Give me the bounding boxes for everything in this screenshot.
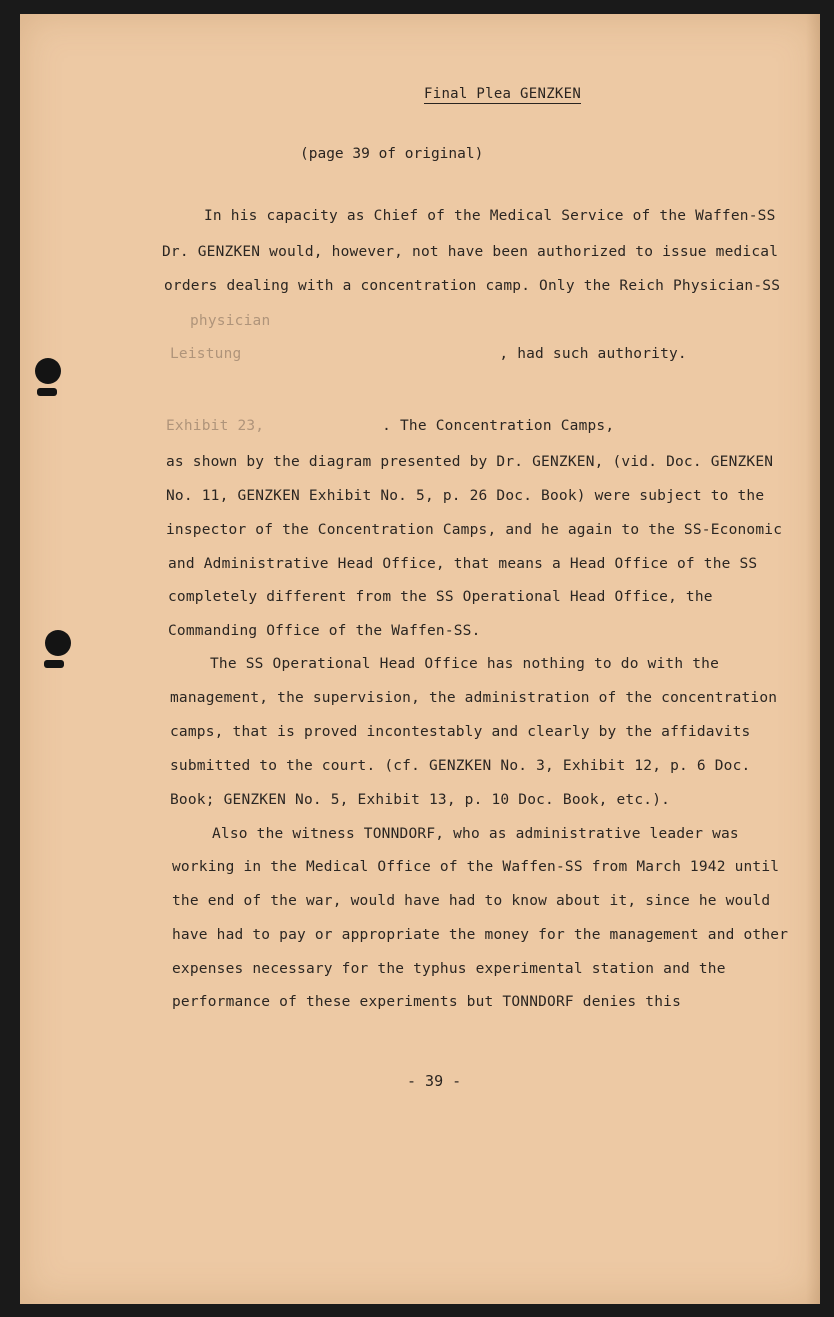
text-line: submitted to the court. (cf. GENZKEN No. 3, Exhibit 12, p. 6 Doc. [170, 758, 751, 774]
page-reference: (page 39 of original) [300, 146, 484, 162]
faded-text-line [190, 313, 270, 329]
faded-fragment: Leistung [170, 346, 242, 362]
text-line: No. 11, GENZKEN Exhibit No. 5, p. 26 Doc. Book) were subject to the [166, 488, 765, 504]
punch-hole-bottom-mark [44, 660, 64, 668]
punch-hole-top-mark [37, 388, 57, 396]
faded-fragment: Exhibit 23, [166, 418, 265, 434]
punch-hole-bottom [45, 630, 71, 656]
text-line: performance of these experiments but TONNDORF denies this [172, 994, 681, 1010]
faded-fragment: physician [190, 313, 271, 329]
text-line: have had to pay or appropriate the money for the management and other [172, 927, 789, 943]
text-line: Also the witness TONNDORF, who as administrative leader was [212, 826, 739, 842]
text-line: completely different from the SS Operational Head Office, the [168, 589, 713, 605]
text-line: In his capacity as Chief of the Medical Service of the Waffen-SS [204, 208, 776, 224]
text-line: Book; GENZKEN No. 5, Exhibit 13, p. 10 Doc. Book, etc.). [170, 792, 671, 808]
text-line-partial [166, 418, 614, 434]
text-line: Dr. GENZKEN would, however, not have been authorized to issue medical [162, 244, 779, 260]
text-line: orders dealing with a concentration camp. Only the Reich Physician-SS [164, 278, 781, 294]
text-line: and Administrative Head Office, that means a Head Office of the SS [168, 556, 758, 572]
text-line: Commanding Office of the Waffen-SS. [168, 623, 481, 639]
faded-text-line [166, 383, 175, 399]
text-line: working in the Medical Office of the Waffen-SS from March 1942 until [172, 859, 780, 875]
text-line: expenses necessary for the typhus experimental station and the [172, 961, 726, 977]
text-line: the end of the war, would have had to know about it, since he would [172, 893, 771, 909]
text-line: camps, that is proved incontestably and clearly by the affidavits [170, 724, 751, 740]
document-header: Final Plea GENZKEN [424, 86, 582, 102]
text-line-partial [170, 346, 687, 362]
text-line: as shown by the diagram presented by Dr. GENZKEN, (vid. Doc. GENZKEN [166, 454, 774, 470]
text-line: management, the supervision, the administration of the concentration [170, 690, 778, 706]
text-fragment: , had such authority. [499, 346, 687, 362]
text-line: The SS Operational Head Office has nothing to do with the [210, 656, 719, 672]
text-fragment: . The Concentration Camps, [382, 418, 615, 434]
text-line: inspector of the Concentration Camps, and he again to the SS-Economic [166, 522, 783, 538]
punch-hole-top [35, 358, 61, 384]
page-number: - 39 - [407, 1072, 462, 1090]
